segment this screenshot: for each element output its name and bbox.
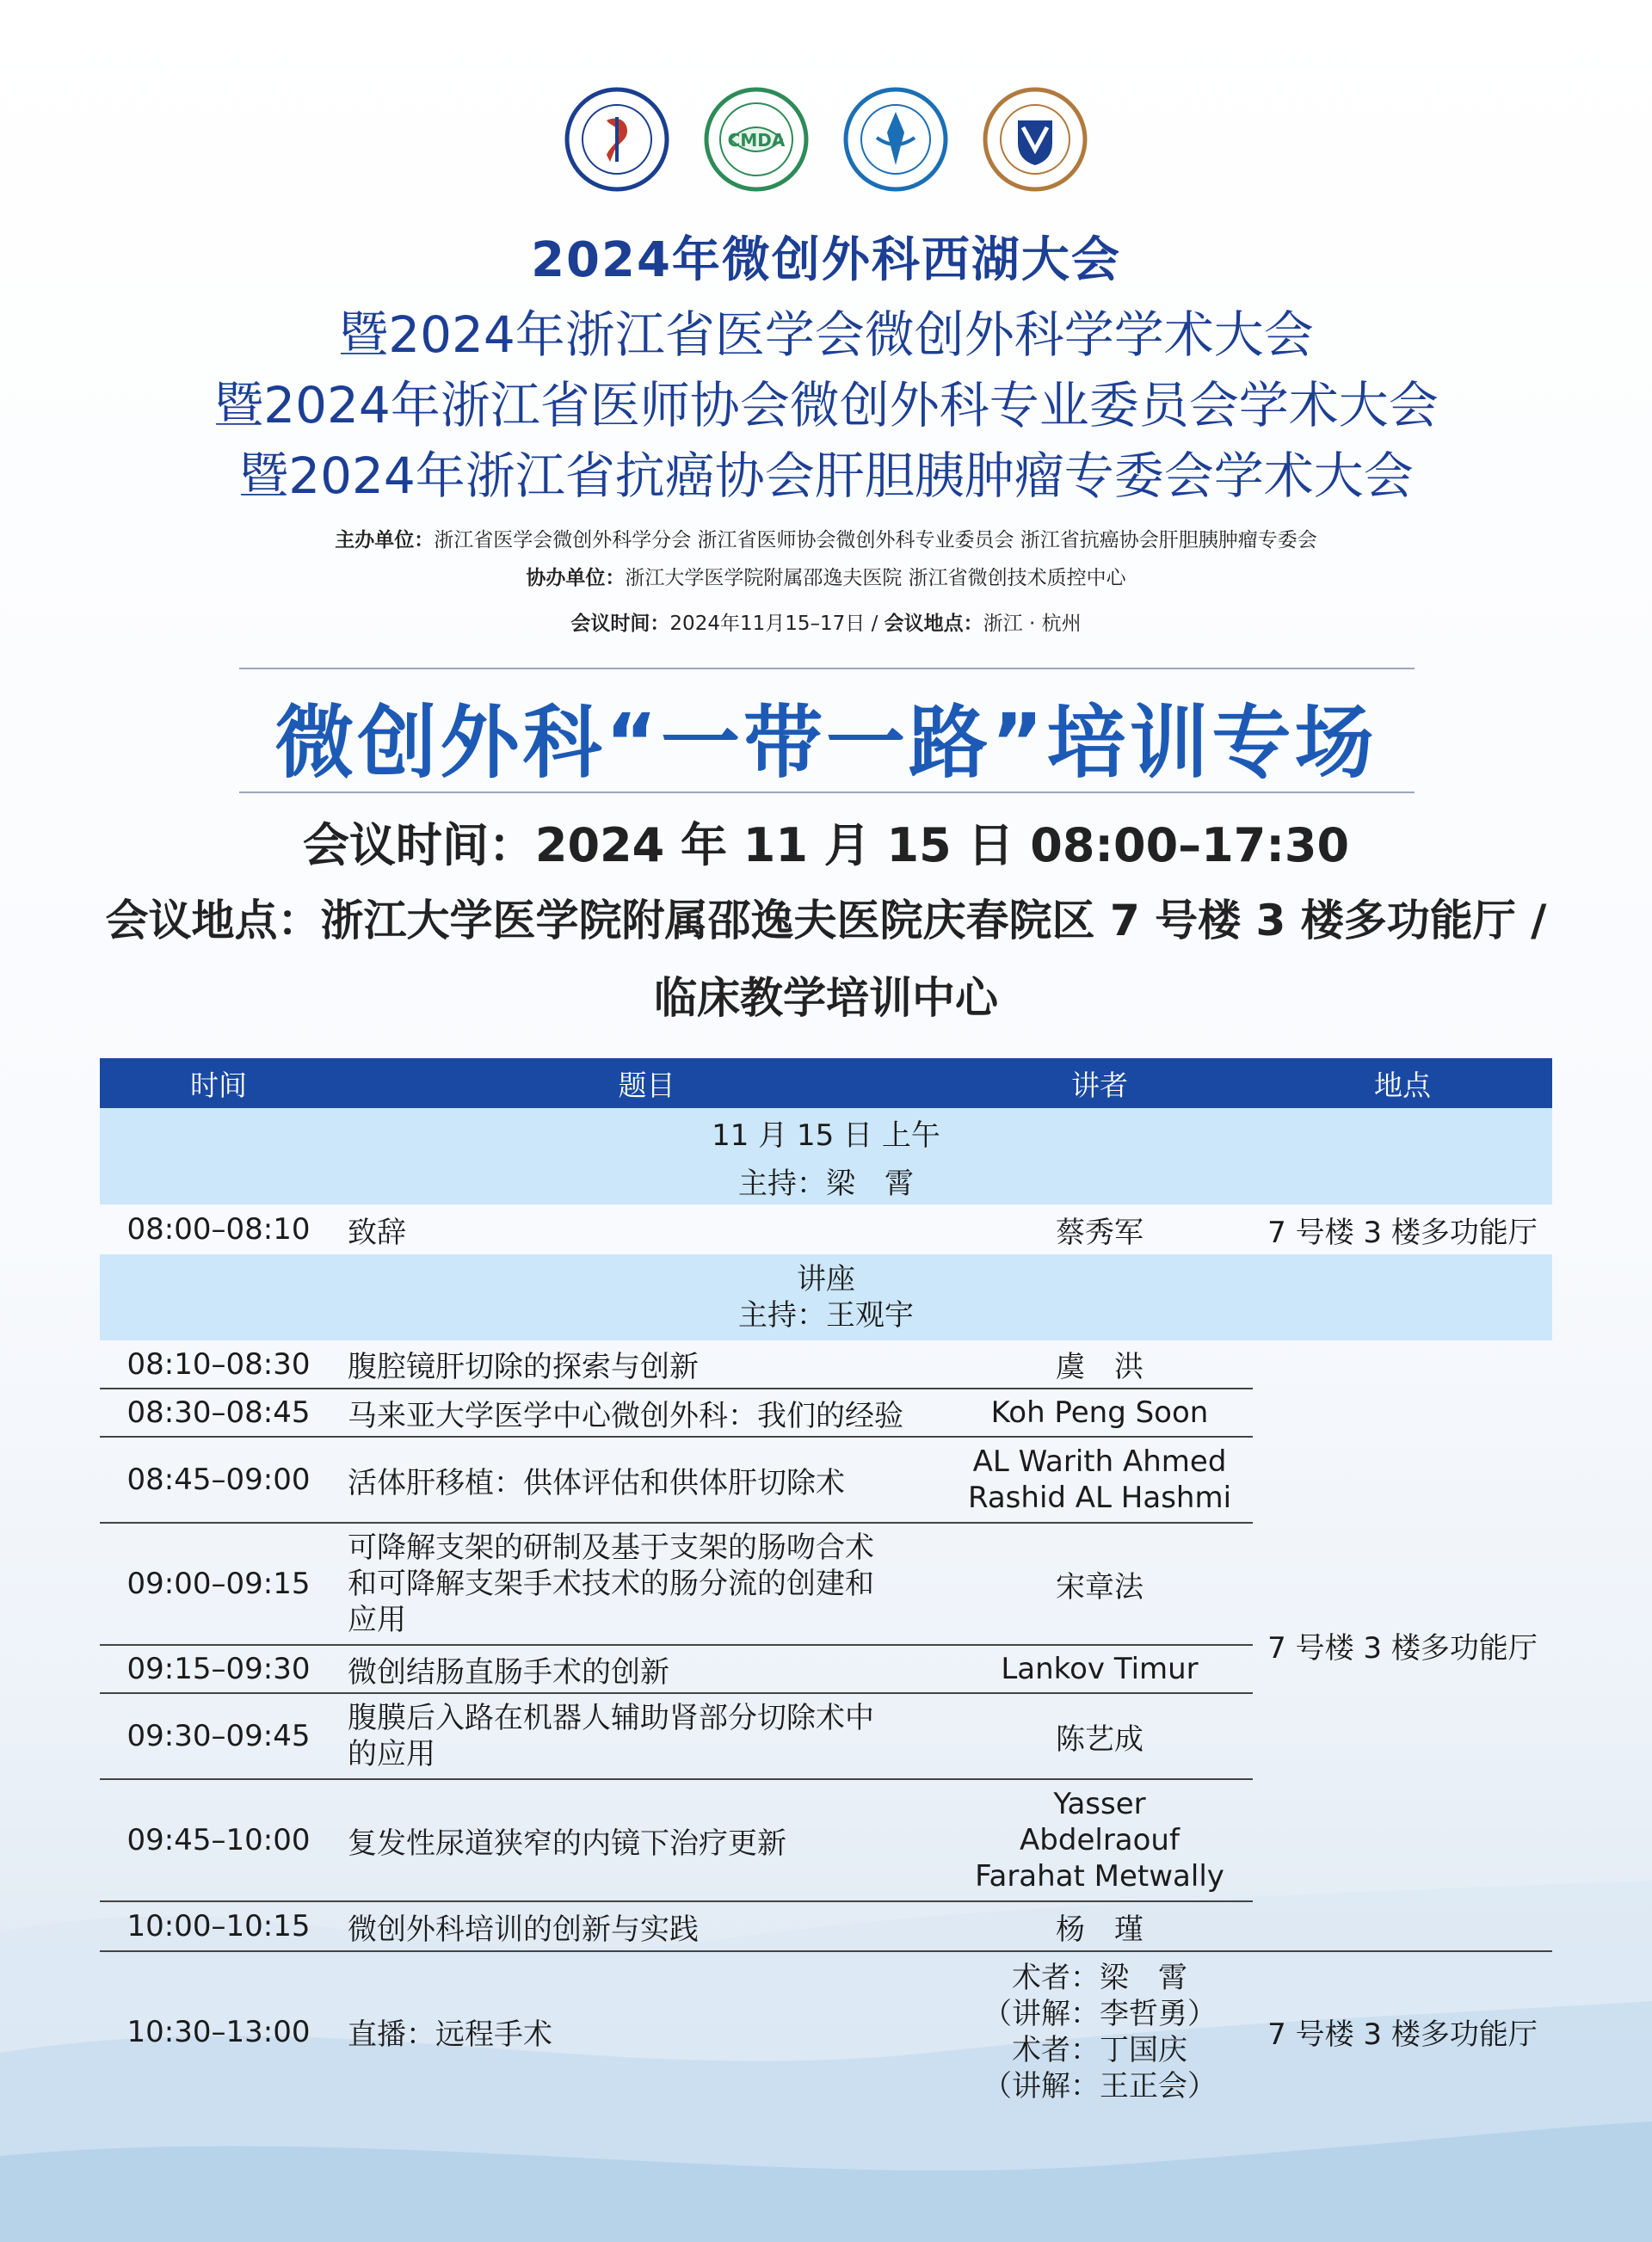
row-time: 08:10–08:30 — [100, 1340, 337, 1389]
speaker-line: 术者：梁 霄 — [1012, 1960, 1187, 1995]
speaker-line: Rashid AL Hashmi — [967, 1481, 1232, 1515]
host-label: 主办单位： — [335, 529, 435, 551]
svg-text:CMDA: CMDA — [727, 130, 786, 151]
zhejiang-medical-association-logo — [564, 86, 670, 193]
row-time: 08:00–08:10 — [126, 1212, 311, 1247]
title-line-3: 暨2024年浙江省医师协会微创外科专业委员会学术大会 — [213, 376, 1439, 434]
session-banner: 微创外科“一带一路”培训专场 — [274, 697, 1378, 789]
row-time: 09:30–09:45 — [100, 1693, 337, 1779]
row-speaker: 宋章法 — [946, 1523, 1253, 1645]
time-label: 会议时间： — [570, 613, 670, 635]
title-line-4: 暨2024年浙江省抗癌协会肝胆胰肿瘤专委会学术大会 — [238, 447, 1414, 505]
header-topic: 题目 — [337, 1058, 946, 1108]
co-host-units — [0, 562, 1652, 590]
row-topic: 复发性尿道狭窄的内镜下治疗更新 — [337, 1779, 946, 1901]
row-time: 10:00–10:15 — [100, 1901, 337, 1951]
lecture-location: 7 号楼 3 楼多功能厅 — [1267, 1631, 1538, 1666]
speaker-line: AL Warith Ahmed — [972, 1444, 1227, 1479]
topic-line: 腹膜后入路在机器人辅助肾部分切除术中 — [348, 1701, 874, 1735]
host-value: 浙江省医学会微创外科学分会 浙江省医师协会微创外科专业委员会 浙江省抗癌协会肝胆胰肿瘤专委会 — [434, 529, 1317, 551]
row-topic: 微创结肠直肠手术的创新 — [337, 1645, 946, 1693]
row-speaker: Koh Peng Soon — [946, 1389, 1253, 1437]
row-speaker — [946, 1437, 1253, 1523]
row-speaker: 杨 瑾 — [946, 1901, 1253, 1951]
session-location-line1: 会议地点：浙江大学医学院附属邵逸夫医院庆春院区 7 号楼 3 楼多功能厅 / — [105, 896, 1547, 945]
host-band: 主持：梁 霄 — [100, 1156, 1552, 1204]
row-speaker: 虞 洪 — [946, 1340, 1253, 1389]
row-topic — [337, 1693, 946, 1779]
sir-run-run-shaw-hospital-logo — [982, 86, 1088, 193]
title-line-2: 暨2024年浙江省医学会微创外科学学术大会 — [338, 305, 1314, 364]
divider-top — [239, 668, 1415, 669]
time-value: 2024年11月15–17日 / — [669, 613, 885, 635]
title-line-1: 2024年微创外科西湖大会 — [531, 232, 1121, 288]
row-topic: 活体肝移植：供体评估和供体肝切除术 — [337, 1437, 946, 1523]
topic-line: 可降解支架的研制及基于支架的肠吻合术 — [348, 1531, 874, 1565]
row-time: 09:15–09:30 — [100, 1645, 337, 1693]
table-row-live-surgery — [100, 1951, 1552, 2111]
topic-line: 应用 — [348, 1603, 406, 1637]
table-row — [100, 1340, 1552, 1389]
row-time: 10:30–13:00 — [126, 2014, 311, 2049]
lecture-band-title: 讲座 — [797, 1262, 855, 1297]
row-speaker: 陈艺成 — [946, 1693, 1253, 1779]
row-speaker — [946, 1779, 1253, 1901]
place-label: 会议地点： — [884, 613, 983, 635]
row-topic: 直播：远程手术 — [348, 2017, 552, 2052]
logo-row — [0, 86, 1652, 193]
header-speaker: 讲者 — [946, 1058, 1253, 1108]
host-units — [0, 524, 1652, 552]
row-topic: 致辞 — [348, 1215, 406, 1250]
row-speaker — [946, 1951, 1253, 2111]
cmda-logo — [703, 86, 810, 193]
lecture-band — [100, 1254, 1552, 1340]
speaker-line: Abdelraouf — [1020, 1823, 1180, 1857]
speaker-line: Yasser — [1053, 1787, 1146, 1821]
row-location: 7 号楼 3 楼多功能厅 — [1267, 1215, 1538, 1250]
topic-line: 和可降解支架手术技术的肠分流的创建和 — [348, 1567, 874, 1601]
header-location: 地点 — [1253, 1058, 1552, 1108]
row-topic: 马来亚大学医学中心微创外科：我们的经验 — [337, 1389, 946, 1437]
co-host-value: 浙江大学医学院附属邵逸夫医院 浙江省微创技术质控中心 — [625, 567, 1126, 589]
lecture-band-host: 主持：王观宇 — [738, 1298, 914, 1333]
date-band: 11 月 15 日 上午 — [100, 1108, 1552, 1156]
row-time: 09:00–09:15 — [100, 1523, 337, 1645]
row-topic: 微创外科培训的创新与实践 — [337, 1901, 946, 1951]
row-location: 7 号楼 3 楼多功能厅 — [1267, 2017, 1538, 2052]
table-header-row — [100, 1058, 1552, 1108]
row-speaker: Lankov Timur — [946, 1645, 1253, 1693]
speaker-line: 术者：丁国庆 — [1012, 2032, 1187, 2067]
meeting-date-place — [0, 607, 1652, 636]
speaker-line: Farahat Metwally — [975, 1859, 1224, 1894]
row-time: 08:45–09:00 — [100, 1437, 337, 1523]
table-row — [100, 1204, 1552, 1254]
header-time: 时间 — [100, 1058, 337, 1108]
session-time: 会议时间：2024 年 11 月 15 日 08:00–17:30 — [302, 818, 1350, 872]
row-topic: 腹腔镜肝切除的探索与创新 — [337, 1340, 946, 1389]
session-location-line2: 临床教学培训中心 — [654, 973, 998, 1023]
row-speaker: 蔡秀军 — [1056, 1215, 1143, 1250]
row-time: 08:30–08:45 — [100, 1389, 337, 1437]
divider-bottom — [239, 791, 1415, 793]
chinese-anticancer-association-logo — [842, 86, 949, 193]
schedule-table — [100, 1058, 1552, 2111]
row-time: 09:45–10:00 — [100, 1779, 337, 1901]
place-value: 浙江 · 杭州 — [983, 613, 1082, 635]
speaker-line: （讲解：王正会） — [983, 2068, 1217, 2103]
speaker-line: （讲解：李哲勇） — [983, 1996, 1217, 2031]
co-host-label: 协办单位： — [526, 567, 626, 589]
topic-line: 的应用 — [348, 1737, 435, 1771]
row-topic — [337, 1523, 946, 1645]
